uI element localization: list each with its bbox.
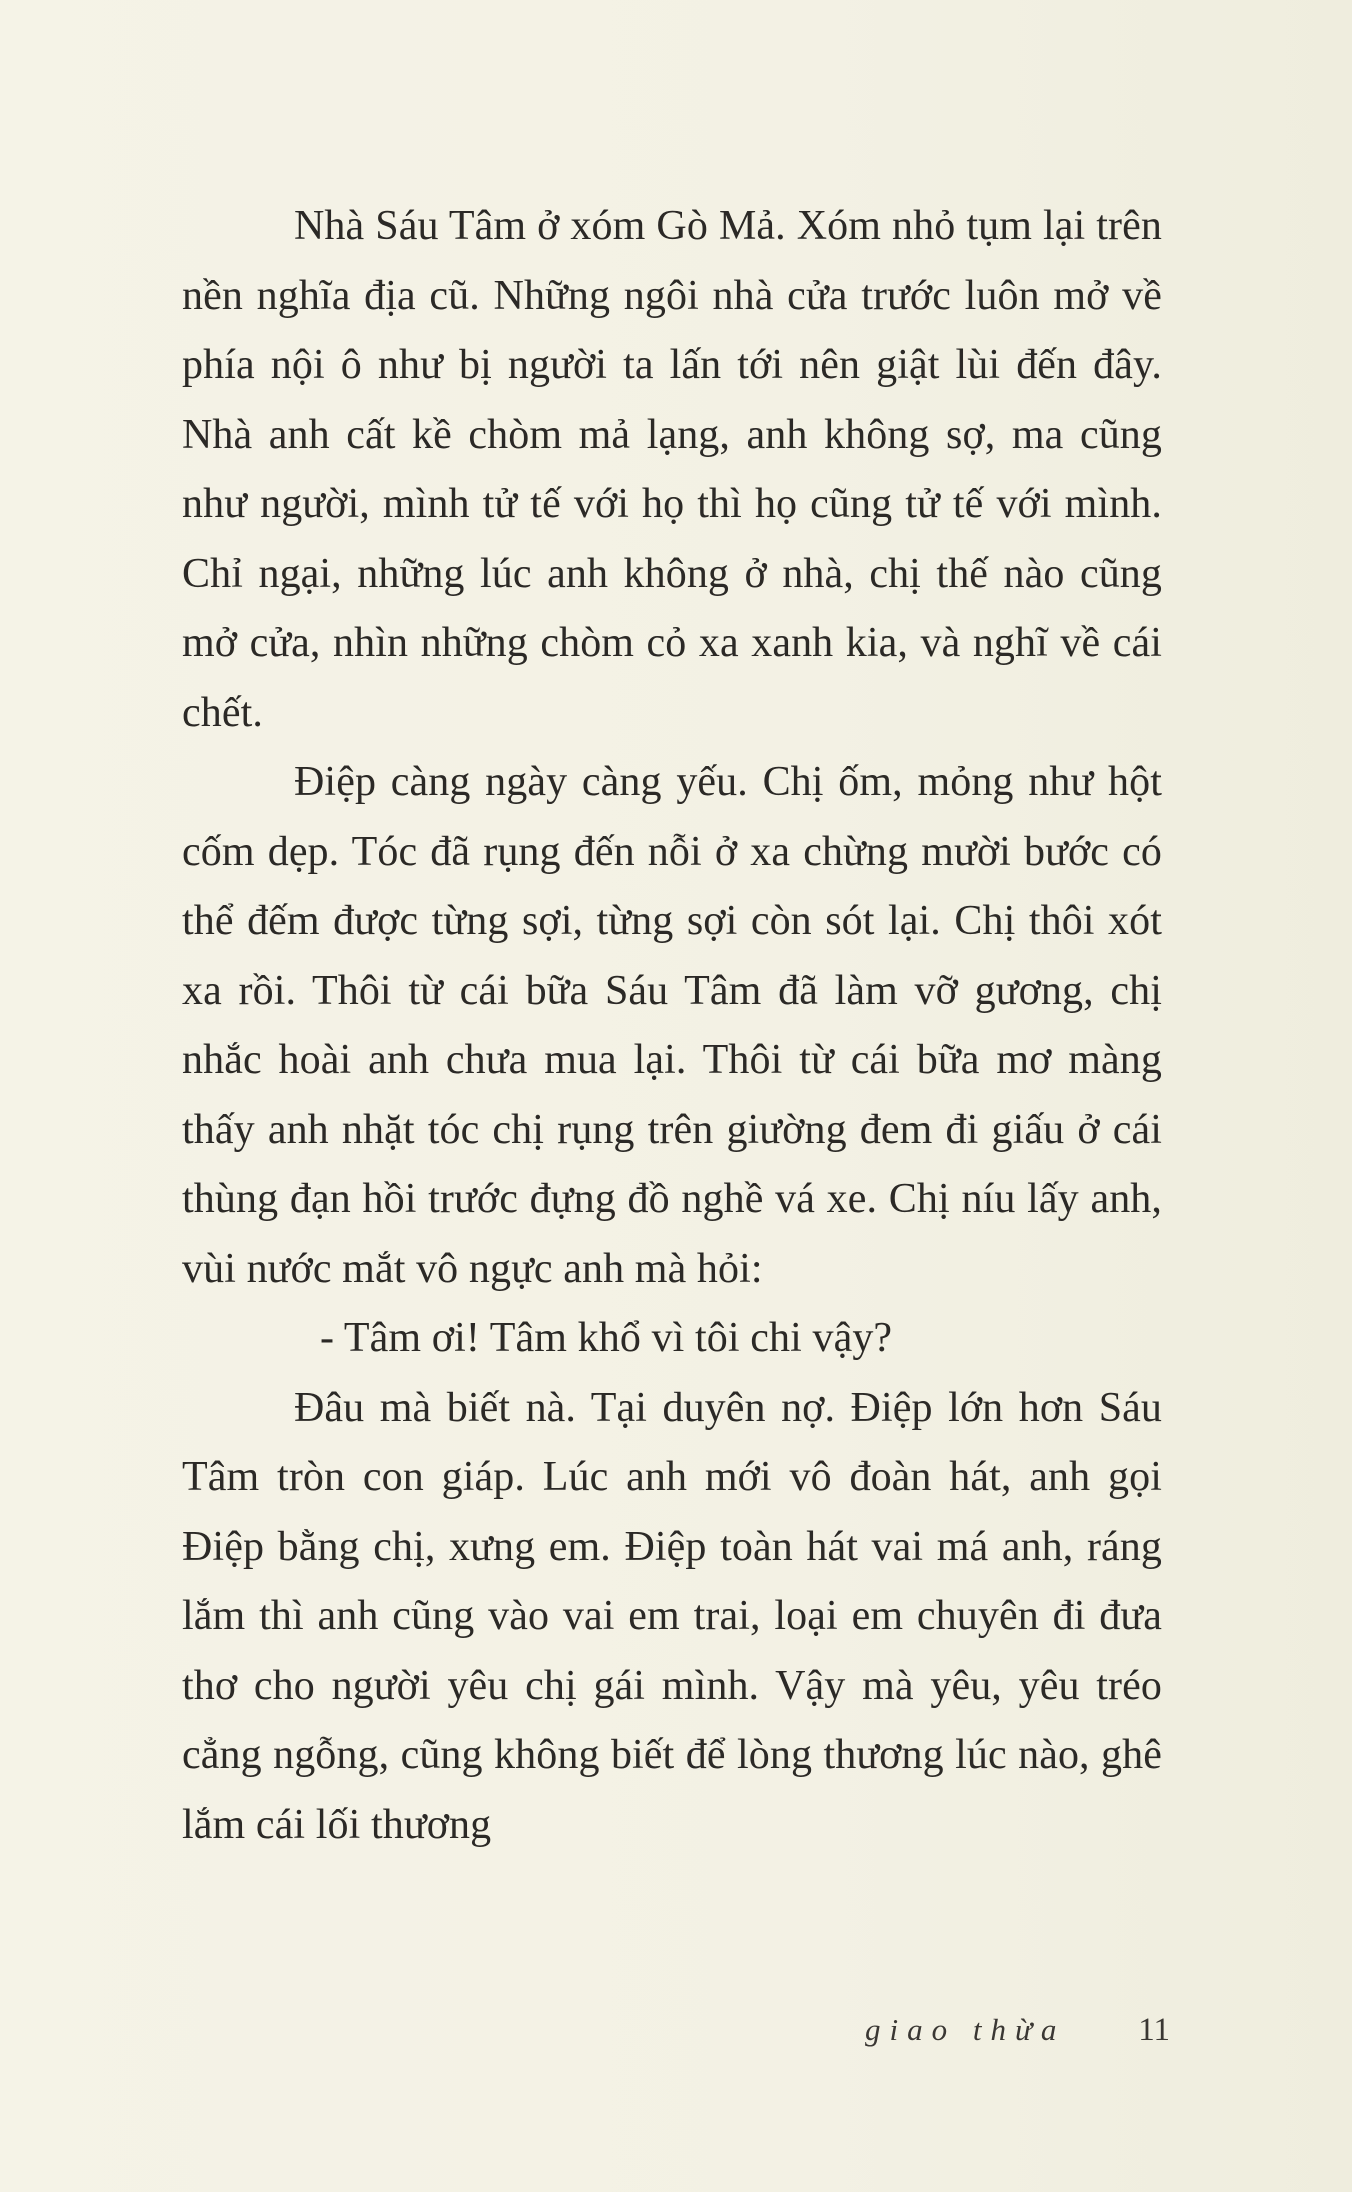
- running-title: giao thừa: [865, 2012, 1066, 2047]
- page-number: 11: [1138, 2012, 1170, 2048]
- page-footer: [820, 2005, 1170, 2055]
- paragraph-1: Nhà Sáu Tâm ở xóm Gò Mả. Xóm nhỏ tụm lại trên nền nghĩa địa cũ. Những ngôi nhà cửa trước luôn mở về phía nội ô như bị người ta lấn tới nên giật lùi đến đây. Nhà anh cất kề chòm mả lạng, anh không sợ, ma cũng như người, mình tử tế với họ thì họ cũng tử tế với mình. Chỉ ngại, những lúc anh không ở nhà, chị thế nào cũng mở cửa, nhìn những chòm cỏ xa xanh kia, và nghĩ về cái chết.: [182, 203, 1162, 736]
- body-text: [182, 192, 1162, 1860]
- paragraph-4: Đâu mà biết nà. Tại duyên nợ. Điệp lớn hơn Sáu Tâm tròn con giáp. Lúc anh mới vô đoàn hát, anh gọi Điệp bằng chị, xưng em. Điệp toàn hát vai má anh, ráng lắm thì anh cũng vào vai em trai, loại em chuyên đi đưa thơ cho người yêu chị gái mình. Vậy mà yêu, yêu tréo cẳng ngỗng, cũng không biết để lòng thương lúc nào, ghê lắm cái lối thương: [182, 1384, 1162, 1848]
- paragraph-dialogue: - Tâm ơi! Tâm khổ vì tôi chi vậy?: [320, 1315, 893, 1361]
- paragraph-2: Điệp càng ngày càng yếu. Chị ốm, mỏng như hột cốm dẹp. Tóc đã rụng đến nỗi ở xa chừng mười bước có thể đếm được từng sợi, từng sợi còn sót lại. Chị thôi xót xa rồi. Thôi từ cái bữa Sáu Tâm đã làm vỡ gương, chị nhắc hoài anh chưa mua lại. Thôi từ cái bữa mơ màng thấy anh nhặt tóc chị rụng trên giường đem đi giấu ở cái thùng đạn hồi trước đựng đồ nghề vá xe. Chị níu lấy anh, vùi nước mắt vô ngực anh mà hỏi:: [182, 759, 1162, 1292]
